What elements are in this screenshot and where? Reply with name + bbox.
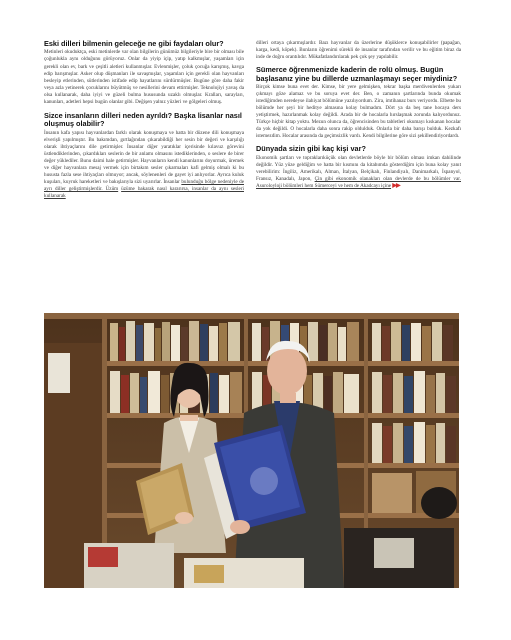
left-column (44, 40, 244, 200)
section-heading-3: Sümerce öğrenmenizde kaderin de rolü olmuş. Bugün başlasanız yine bu dillerde uzmanlaşmayı seçer miydiniz? (256, 65, 458, 83)
section-body-2 (44, 130, 244, 200)
section-body-2b: bulunduğu bölge nedeniyle de ayrı diller geliştirmişlerdir. Üzüm (44, 178, 244, 192)
article-photo (44, 313, 459, 588)
section-body-4 (256, 155, 461, 190)
section-body-3: Birçok kimse buna evet der. Kimse, bir yere gelmişken, tekrar başka merdivenlerden yukarı çıkmayı göze alamaz ve bu soruya evet der. Ben, o zamanın şartlarında bunda okumak istediğimden neredeyse ilahiyat bölümüne yazılıyordum. Zira, imtihanaz burs veriyordu. Elbette bu bölümde her şeyi bir heditye almasına kolay bulmadım. Dört ya da beş tane hocaya ders yetiştirmek, hazırlanmak kolay değildi. Arada bir de hocalarla hırslaşmak zorunda kalıyordunuz. Türkçe hiçbir kitap yoktu. Mezun olunca da, öğrencisinden bu tabletleri okumayı kıskanan hocalar da yok değildi. O hocalarla daha sonra rakip oldulduk. Onlarla bir daha barışı bulduk. Kezkafı istemezdim. Hocalar arasında da geçimsizlik vardı. Kendi bilgilerine göre sizi şekillendiriyordardı. (256, 83, 461, 140)
right-column (256, 40, 461, 190)
section-heading-1: Eski dilleri bilmenin geleceğe ne gibi faydaları olur? (44, 39, 224, 48)
section-heading-2: Sizce insanların dilleri neden ayrıldı? Başka lisanlar nasıl oluşmuş olabilir? (44, 110, 242, 129)
section-body-1: Metinleri okuduktça, eski metinlerde var olan bilgilerin günümüz bilgileriyle bire bir olması bile çoğunlukla aynı olduğunu görüyoruz. Onlar da yiyip içip, yatıp kalkmışlar, yaşamları için gerekli olan ev, bark ve çeşitli aletleri kullanmışlar. Evlenmişler, çoluk çocuğa karışmış, kavga edip barışmışlar. Asker olup düşmanları ile savaşmışlar, yaşamları için gerekli olan hayvanları besleyip etlerinden, sütlerinden istifade edip hayatlarını sürdürmüşler. Bugüne göre daha fakir veya azla yetinerek çocuklarını büyütmüş ve nesillerini devam ettirmişler. Teknolojiyi yavaş da olsa kullanarak, daha iyiyi ve güzeli bulma hususunda uzaklı olmuşlar. Kralları, sarayları, kanunları, adetleri hepsi bugün olanlar gibi. Değişen yalnız yüzleri ve gölgeleri olmuş. (44, 49, 244, 105)
photo-illustration (44, 313, 459, 588)
continued-body: dilleri ortaya çıkarmışlardır. Bazı hayvanlar da üzerlerine düşüklerce konuşabilirler (papağan, karga, kedi, köpek). Bunların öğrenimi sürekli de insanlar tarafından verilir ve bu eğitim biraz da inde de doğru orantılıdır. Mükafatlandırılarak pek çok şey yapılabilir. (256, 40, 461, 61)
section-body-2c: üzüme bakarak nasıl kararırsa, insanlar da aynı sesleri kullanarak (44, 185, 244, 200)
section-body-4a: Ekonomik şartları ve topraklarıküçük olan devletlerde böyle bir bölüm olması imkan dahilinde değildir. Yüz yüze geldiğim ve hatta bir kısmını da kitabımda gösterdiğim için buna kolay yanıt verebilirim: İngiliz, Amerikalı, Alman, İtalyan, Belçikalı, Finlandiyalı, Danimarkalı, İspanyol, Fransız, Kanadalı, Japon, (256, 154, 461, 182)
section-body-4b: Çin gibi ekonomik olanakları olan devlerde de bu bölümler var. (314, 175, 461, 182)
continue-arrow-icon: ▶▶ (392, 182, 400, 189)
section-body-4c: Asuroloyloji bölümleri hem Sümerceyi ve hem de Akadcayı içine (256, 182, 392, 189)
section-body-2a: İnsanın kafa yapısı hayvanlardan farklı olarak konuşmaya ve hatta bir düzene dili konuşmaya elverişli yapılmıştır. Bu bakımdan, gırtlağından çıkarabildiği her sesin bir değeri ve karşılığı olarak ihtiyaçlarını dile getirmişler. İnsanlar diğer yaratıklar içerisinde kılavuz görevini üstlendiklerinden, çıkardıkları seslerin de bir anlamı olmasını istediklerinden, o seslere de birer değer yüklediler. Bunu daimi hale getirmişler. Hayvanların kendi kanunlarını doyurmak, üremek ve diğer hayvanlara mesaj vermek için birtakım sesler çıkarmaları kafi gelmiş olmalı ki bu hususta fazla sese ihtiyaçları olmuyor; ancak, söylenenleri de gayet iyi anlıyorlar. Ayrıca kuluk kuşuları, kuyruk hareketleri ve bakışlarıyla sizi uyarırlar. İnsanlar (44, 129, 244, 185)
section-heading-4: Dünyada sizin gibi kaç kişi var? (256, 144, 366, 154)
